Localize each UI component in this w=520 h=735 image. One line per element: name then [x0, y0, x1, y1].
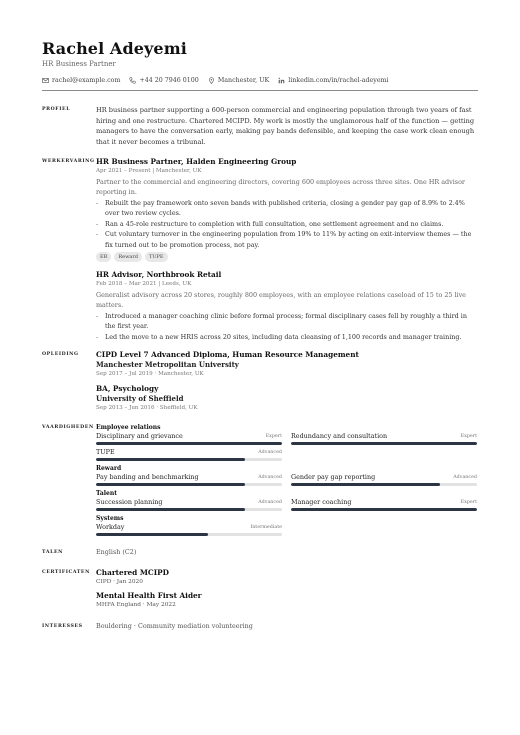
- contact-row: [42, 76, 478, 85]
- profile-text: HR business partner supporting a 600-person commercial and engineering population through two years of fast hiring and one restructure. Chartered MCIPD. My work is mostly the unglamorous half of the function — getting managers to have the conversation early, making pay bands defensible, and keeping the case work clean enough that it never becomes a tribunal.: [96, 106, 475, 146]
- skill-bar: [96, 458, 282, 461]
- location-pin-icon: [208, 77, 215, 84]
- certificate-title: Chartered MCIPD: [96, 568, 169, 578]
- skills-section: [42, 423, 478, 536]
- skill-bar-fill: [96, 483, 245, 486]
- phone-icon: [129, 77, 136, 84]
- skill-item: [96, 523, 282, 536]
- skill-name: TUPE: [96, 448, 115, 457]
- job-bullets: [96, 311, 478, 342]
- skill-group-title: Employee relations: [96, 424, 161, 432]
- contact-phone[interactable]: [129, 76, 198, 85]
- experience-section: [42, 157, 478, 342]
- profile-section: [42, 105, 478, 147]
- skill-level: Advanced: [258, 475, 282, 481]
- skills-body: [96, 423, 478, 536]
- certificate-meta: MHFA England · May 2022: [96, 602, 176, 609]
- education-section: [42, 350, 478, 413]
- job-bullets: [96, 198, 478, 250]
- skill-name: Manager coaching: [291, 498, 352, 507]
- job-bullet: - Cut voluntary turnover in the engineering population from 19% to 11% by acting on exit-interview themes — the fix turned out to be promotion process, not pay.: [96, 229, 478, 250]
- skill-group-title: Talent: [96, 490, 118, 498]
- contact-linkedin[interactable]: [278, 76, 388, 85]
- education-title: BA, Psychology: [96, 384, 159, 394]
- education-title: CIPD Level 7 Advanced Diploma, Human Resource Management: [96, 350, 359, 360]
- job-meta: Feb 2018 – Mar 2021 | Leeds, UK: [96, 281, 192, 288]
- languages-section: [42, 548, 478, 557]
- skill-level: Expert: [460, 434, 477, 440]
- skill-name: Redundancy and consultation: [291, 432, 388, 441]
- education-meta: Sep 2017 – Jul 2019 · Manchester, UK: [96, 371, 204, 378]
- skill-name: Gender pay gap reporting: [291, 473, 376, 482]
- job-bullet: - Led the move to a new HRIS across 20 sites, including data cleansing of 1,100 records and manager training.: [96, 332, 478, 342]
- job-summary: Generalist advisory across 20 stores, roughly 800 employees, with an employee relations caseload of 15 to 25 live matters.: [96, 291, 466, 310]
- contact-email-text: rachel@example.com: [52, 77, 121, 84]
- skill-bar: [96, 442, 282, 445]
- resume-header: [42, 40, 478, 91]
- job-summary: Partner to the commercial and engineering directors, covering 600 employees across three sites. One HR advisor reporting in.: [96, 178, 465, 196]
- certificate-meta: CIPD · Jan 2020: [96, 579, 143, 586]
- education-institution: University of Sheffield: [96, 394, 184, 404]
- skill-item: [96, 473, 282, 486]
- skill-bar-fill: [291, 442, 477, 445]
- skill-bar-fill: [96, 533, 208, 536]
- tag-chip: Reward: [114, 252, 142, 262]
- interests-text: Bouldering · Community mediation volunteering: [96, 622, 253, 631]
- job-entry: [96, 157, 478, 262]
- section-label-interests: INTERESSES: [42, 624, 83, 630]
- mail-icon: [42, 77, 49, 84]
- job-bullet: - Ran a 45-role restructure to completion with full consultation, one settlement agreement and no claims.: [96, 219, 478, 229]
- skill-group-title: Systems: [96, 515, 124, 523]
- skill-item: [96, 432, 282, 445]
- education-meta: Sep 2013 – Jun 2016 · Sheffield, UK: [96, 405, 198, 412]
- job-title: HR Advisor, Northbrook Retail: [96, 270, 222, 280]
- section-label-languages: TALEN: [42, 550, 64, 556]
- contact-linkedin-text: linkedin.com/in/rachel-adeyemi: [288, 77, 389, 84]
- section-label-experience: WERKERVARING: [42, 159, 95, 164]
- skill-name: Workday: [96, 523, 125, 532]
- skill-item: [96, 498, 282, 511]
- section-label-education: OPLEIDING: [42, 352, 79, 358]
- contact-email[interactable]: [42, 76, 120, 85]
- section-label-skills: VAARDIGHEDEN: [42, 425, 94, 431]
- job-bullet: - Rebuilt the pay framework onto seven bands with published criteria, closing a gender pay gap of 8.9% to 2.4% over two review cycles.: [96, 198, 478, 219]
- skill-name: Pay banding and benchmarking: [96, 473, 199, 482]
- education-institution: Manchester Metropolitan University: [96, 360, 239, 370]
- skill-bar-fill: [291, 508, 477, 511]
- skill-level: Expert: [460, 500, 477, 506]
- linkedin-icon: [278, 77, 285, 84]
- skill-bar: [291, 508, 477, 511]
- certificate-entry: [96, 568, 478, 587]
- skill-bar: [291, 483, 477, 486]
- skill-bar: [291, 442, 477, 445]
- skill-bar: [96, 533, 282, 536]
- skill-bar-fill: [96, 508, 245, 511]
- skill-item: [96, 448, 282, 461]
- job-title: HR Business Partner, Halden Engineering Group: [96, 157, 297, 166]
- skill-group-title: Reward: [96, 465, 122, 473]
- skill-bar-fill: [96, 442, 282, 445]
- resume-page: [42, 40, 478, 631]
- section-label-profile: PROFIEL: [42, 107, 71, 112]
- interests-section: [42, 622, 478, 631]
- skill-bar-fill: [291, 483, 440, 486]
- skill-grid: [96, 523, 478, 536]
- languages-text: English (C2): [96, 548, 137, 557]
- skill-level: Advanced: [258, 450, 282, 456]
- tag-chip: ER: [96, 252, 111, 262]
- skill-bar: [96, 508, 282, 511]
- tag-chip: TUPE: [145, 252, 168, 262]
- skill-level: Advanced: [453, 475, 477, 481]
- skill-name: Succession planning: [96, 498, 163, 507]
- candidate-role: HR Business Partner: [42, 60, 116, 68]
- skill-level: Intermediate: [250, 525, 282, 531]
- skill-bar: [96, 483, 282, 486]
- header-divider: [42, 90, 478, 91]
- certificate-title: Mental Health First Aider: [96, 591, 202, 601]
- job-meta: Apr 2021 – Present | Manchester, UK: [96, 168, 202, 174]
- education-entry: [96, 350, 478, 379]
- skill-grid: [96, 498, 478, 511]
- skill-level: Expert: [265, 434, 282, 440]
- skill-grid: [96, 473, 478, 486]
- contact-phone-text: +44 20 7946 0100: [139, 77, 199, 84]
- contact-location: [208, 76, 269, 85]
- skill-item: [291, 432, 477, 445]
- education-entry: [96, 384, 478, 413]
- job-bullet: - Introduced a manager coaching clinic before formal process; formal disciplinary cases fell by roughly a third in the first year.: [96, 311, 478, 332]
- skill-item: [291, 473, 477, 486]
- job-entry: [96, 270, 478, 342]
- candidate-name: Rachel Adeyemi: [42, 39, 187, 58]
- job-tags: [96, 252, 478, 262]
- section-label-certificates: CERTIFICATEN: [42, 570, 90, 576]
- skill-level: Advanced: [258, 500, 282, 506]
- skill-item: [291, 498, 477, 511]
- skill-bar-fill: [96, 458, 245, 461]
- skill-grid: [96, 432, 478, 461]
- contact-location-text: Manchester, UK: [217, 77, 270, 84]
- skill-name: Disciplinary and grievance: [96, 432, 183, 441]
- certificate-entry: [96, 591, 478, 610]
- certificates-section: [42, 568, 478, 610]
